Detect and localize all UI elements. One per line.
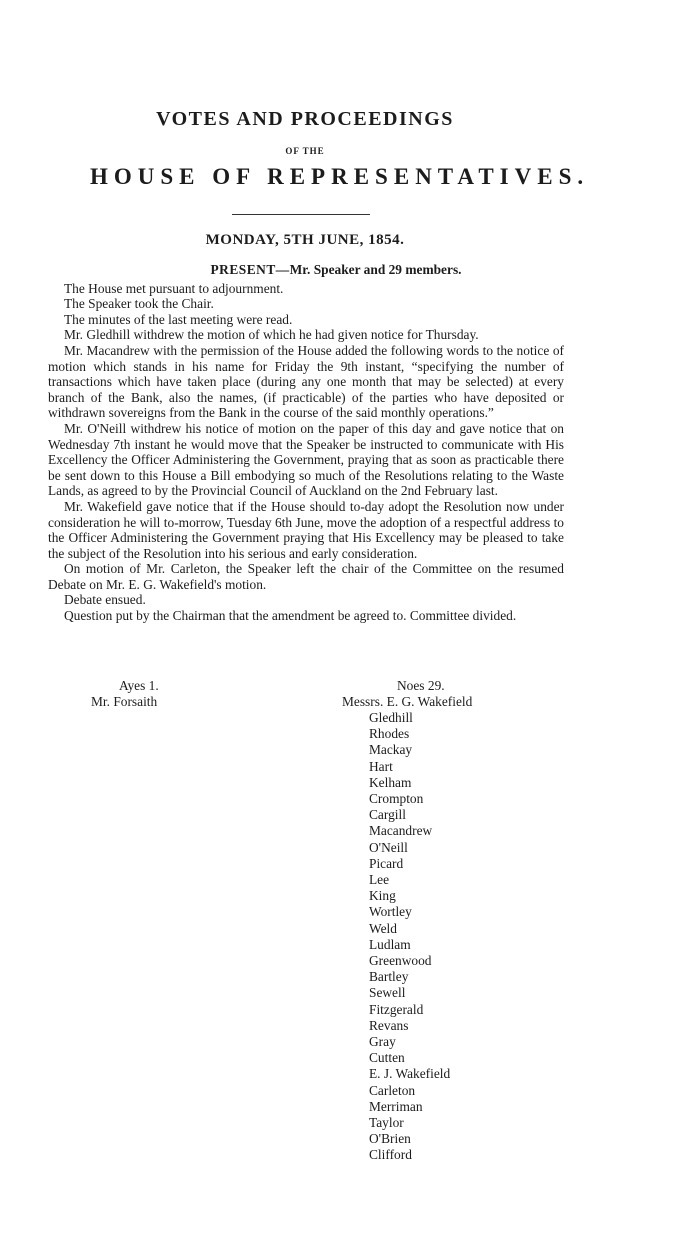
noes-member: Wortley <box>369 904 412 920</box>
paragraph: The House met pursuant to adjournment. <box>64 280 284 296</box>
ayes-heading: Ayes 1. <box>119 678 159 693</box>
noes-heading: Noes 29. <box>397 678 445 693</box>
paragraph: On motion of Mr. Carleton, the Speaker left the chair of the Committee on the resumed Debate on Mr. E. G. Wakefield's motion. <box>48 561 564 592</box>
heading-divider <box>232 214 370 215</box>
noes-member: Kelham <box>369 774 412 790</box>
noes-member: Bartley <box>369 969 409 985</box>
paragraph: Mr. Wakefield gave notice that if the House should to-day adopt the Resolution now under consideration he will to-morrow, Tuesday 6th June, move the adoption of a respectful address to the Officer Administering the Government praying that His Excellency may be pleased to take the subject of the Resolution into his serious and early consideration. <box>48 498 564 561</box>
ayes-member: Mr. Forsaith <box>91 694 158 709</box>
noes-member: Fitzgerald <box>369 1001 424 1017</box>
present-text: Mr. Speaker and 29 members. <box>289 262 462 277</box>
noes-member: O'Brien <box>369 1131 411 1147</box>
paragraph: Mr. Gledhill withdrew the motion of which he had given notice for Thursday. <box>64 327 479 343</box>
noes-member: Ludlam <box>369 936 411 952</box>
heading-votes-and-proceedings: VOTES AND PROCEEDINGS <box>156 108 454 130</box>
noes-member: Cargill <box>369 807 406 823</box>
noes-member: Revans <box>369 1017 409 1033</box>
noes-member: Macandrew <box>369 823 433 839</box>
noes-list <box>369 710 569 1164</box>
heading-house-of-representatives: HOUSE OF REPRESENTATIVES. <box>90 164 590 189</box>
noes-member: Hart <box>369 758 393 774</box>
noes-member: Crompton <box>369 791 424 807</box>
noes-member: Mackay <box>369 742 413 758</box>
noes-member: Rhodes <box>369 726 410 742</box>
paragraph: Debate ensued. <box>64 592 146 608</box>
noes-member: Clifford <box>369 1147 412 1163</box>
noes-member: E. J. Wakefield <box>369 1066 451 1082</box>
heading-of-the: OF THE <box>285 146 325 156</box>
paragraph: The Speaker took the Chair. <box>64 296 214 312</box>
paragraph: Mr. O'Neill withdrew his notice of motion on the paper of this day and gave notice that on Wednesday 7th instant he would move that the Speaker be instructed to communicate with His Excellency the Officer Administering the Government, praying that as soon as practicable there be sent down to this House a Bill embodying so much of the Resolutions relating to the Waste Lands, as agreed to by the Provincial Council of Auckland on the 2nd February last. <box>48 420 564 499</box>
noes-member: Merriman <box>369 1098 423 1114</box>
noes-member: Weld <box>369 920 397 936</box>
noes-member: King <box>369 888 396 904</box>
noes-member: Gledhill <box>369 710 413 725</box>
session-date: MONDAY, 5TH JUNE, 1854. <box>205 232 405 248</box>
noes-member: Gray <box>369 1034 396 1050</box>
noes-member: Taylor <box>369 1115 404 1131</box>
noes-member: Cutten <box>369 1050 405 1066</box>
noes-first-member: Messrs. E. G. Wakefield <box>342 694 473 709</box>
paragraph: Mr. Macandrew with the permission of the House added the following words to the notice of motion which stands in his name for Friday the 9th instant, “specifying the number of transactions which have taken place (during any one month that may be selected) at every branch of the Bank, also the names, (if practicable) of the parties who have deposited or withdrawn sovereigns from the Bank in the course of the said monthly operations.” <box>48 342 564 421</box>
proceedings-body <box>48 262 564 624</box>
noes-member: O'Neill <box>369 839 408 855</box>
present-line <box>108 262 564 278</box>
noes-member: Lee <box>369 872 390 888</box>
noes-member: Carleton <box>369 1082 416 1098</box>
noes-member: Greenwood <box>369 953 432 969</box>
noes-member: Picard <box>369 855 404 871</box>
paragraph: The minutes of the last meeting were read. <box>64 311 293 327</box>
paragraph: Question put by the Chairman that the amendment be agreed to. Committee divided. <box>64 608 517 624</box>
present-label: PRESENT— <box>210 262 290 277</box>
noes-member: Sewell <box>369 985 406 1001</box>
